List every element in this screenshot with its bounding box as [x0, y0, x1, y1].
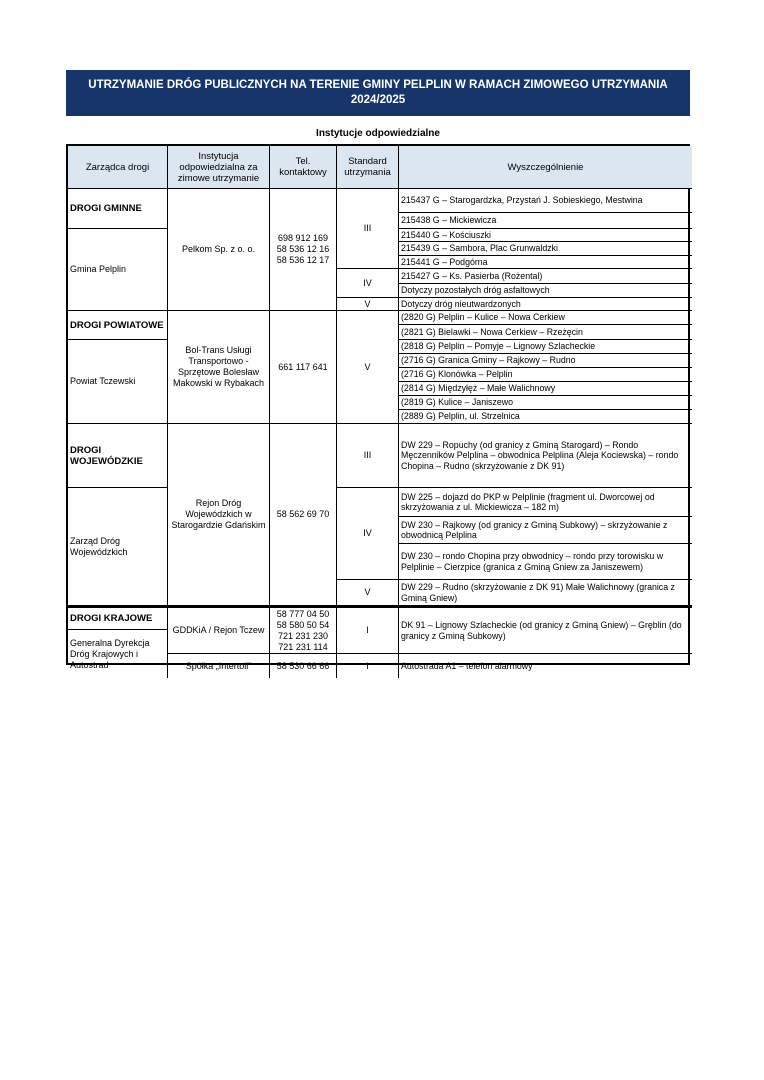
road-row: (2819 G) Kulice – Janiszewo: [399, 396, 692, 410]
standard-wojewodzkie-iii: III: [337, 424, 399, 488]
road-row: (2820 G) Pelplin – Kulice – Nowa Cerkiew: [399, 311, 692, 325]
road-row: 215440 G – Kościuszki: [399, 229, 692, 242]
standard-powiatowe: V: [337, 311, 399, 424]
road-row: (2716 G) Klonówka – Pelplin: [399, 368, 692, 382]
road-row: DW 230 – rondo Chopina przy obwodnicy – rondo przy torowisku w Pelplinie – Cierzpice (granica z Gminą Gniew za Janiszewem): [399, 544, 692, 580]
category-gminne: DROGI GMINNE: [68, 189, 168, 229]
manager-krajowe: Generalna Dyrekcja Dróg Krajowych i Autostrad: [68, 630, 168, 678]
road-row: 215439 G – Sambora, Plac Grunwaldzki: [399, 242, 692, 256]
phone-line: 58 777 04 50: [276, 608, 330, 619]
phone-line: 721 231 230: [277, 630, 329, 641]
institution-krajowe-2: Spółka „Intertoll”: [168, 654, 270, 678]
institution-gminne: Pelkom Sp. z o. o.: [168, 189, 270, 311]
standard-wojewodzkie-v: V: [337, 580, 399, 606]
institution-wojewodzkie: Rejon Dróg Wojewódzkich w Starogardzie Gdańskim: [168, 424, 270, 606]
phone-line: 58 536 12 17: [276, 255, 330, 265]
phone-powiatowe: 661 117 641: [270, 311, 337, 424]
road-row: DW 229 – Ropuchy (od granicy z Gminą Starogard) – Rondo Męczenników Pelplina – obwodnica Pelplina (Aleja Kociewska) – rondo Chopina – Rudno (skrzyżowanie z DK 91): [399, 424, 692, 488]
phones-gminne: [270, 189, 337, 311]
road-row: Dotyczy dróg nieutwardzonych: [399, 298, 692, 311]
header-tel: Tel. kontaktowy: [270, 146, 337, 189]
category-krajowe: DROGI KRAJOWE: [68, 606, 168, 630]
road-row: 215438 G – Mickiewicza: [399, 213, 692, 229]
manager-powiatowe: Powiat Tczewski: [68, 340, 168, 424]
standard-gminne-v: V: [337, 298, 399, 311]
phone-line: 58 580 50 54: [276, 619, 330, 630]
road-row: 215427 G – Ks. Pasierba (Rożental): [399, 269, 692, 284]
road-row: 215441 G – Podgórna: [399, 256, 692, 269]
header-wyszczegolnienie: Wyszczególnienie: [399, 146, 692, 189]
manager-gminne: Gmina Pelplin: [68, 229, 168, 311]
manager-wojewodzkie: Zarząd Dróg Wojewódzkich: [68, 488, 168, 606]
road-row: (2889 G) Pelplin, ul. Strzelnica: [399, 410, 692, 424]
responsibility-table: [66, 144, 690, 671]
document-title: [66, 70, 690, 116]
category-wojewodzkie: DROGI WOJEWÓDZKIE: [68, 424, 168, 488]
road-row: DW 229 – Rudno (skrzyżowanie z DK 91) Małe Walichnowy (granica z Gminą Gniew): [399, 580, 692, 606]
institution-krajowe-1: GDDKiA / Rejon Tczew: [168, 606, 270, 654]
road-row: Dotyczy pozostałych dróg asfaltowych: [399, 284, 692, 298]
road-row: DW 230 – Rajkowy (od granicy z Gminą Subkowy) – skrzyżowanie z obwodnicą Pelplina: [399, 517, 692, 544]
road-row: 215437 G – Starogardzka, Przystań J. Sobieskiego, Mestwina: [399, 189, 692, 213]
road-row: DW 225 – dojazd do PKP w Pelplinie (fragment ul. Dworcowej od skrzyżowania z ul. Mickiewicza – 182 m): [399, 488, 692, 517]
standard-gminne-iv: IV: [337, 269, 399, 298]
phone-krajowe-2: 58 530 66 66: [270, 654, 337, 678]
header-instytucja: Instytucja odpowiedzialna za zimowe utrzymanie: [168, 146, 270, 189]
institution-powiatowe: Bol-Trans Usługi Transportowo - Sprzętowe Bolesław Makowski w Rybakach: [168, 311, 270, 424]
standard-gminne-iii: III: [337, 189, 399, 269]
table-caption: Instytucje odpowiedzialne: [316, 128, 440, 139]
road-row: (2821 G) Bielawki – Nowa Cerkiew – Rzeżęcin: [399, 325, 692, 340]
standard-wojewodzkie-iv: IV: [337, 488, 399, 580]
header-standard: Standard utrzymania: [337, 146, 399, 189]
road-row: DK 91 – Lignowy Szlacheckie (od granicy z Gminą Gniew) – Gręblin (do granicy z Gminą Subkowy): [399, 606, 692, 654]
standard-krajowe-2: I: [337, 654, 399, 678]
title-line-1: UTRZYMANIE DRÓG PUBLICZNYCH NA TERENIE GMINY PELPLIN W RAMACH ZIMOWEGO UTRZYMANIA: [88, 79, 668, 91]
category-powiatowe: DROGI POWIATOWE: [68, 311, 168, 340]
phone-line: 698 912 169: [277, 233, 329, 243]
road-row: (2818 G) Pelplin – Pomyje – Lignowy Szlacheckie: [399, 340, 692, 354]
road-row: (2814 G) Międzyłęż – Małe Walichnowy: [399, 382, 692, 396]
phones-krajowe-1: [270, 606, 337, 654]
phone-line: 58 536 12 16: [276, 244, 330, 254]
standard-krajowe-1: I: [337, 606, 399, 654]
title-line-2: 2024/2025: [350, 94, 406, 106]
road-row: (2716 G) Granica Gminy – Rajkowy – Rudno: [399, 354, 692, 368]
road-row: Autostrada A1 – telefon alarmowy: [401, 660, 533, 671]
phone-wojewodzkie: 58 562 69 70: [270, 424, 337, 606]
phone-line: 721 231 114: [278, 641, 328, 652]
header-zarzadca: Zarządca drogi: [68, 146, 168, 189]
